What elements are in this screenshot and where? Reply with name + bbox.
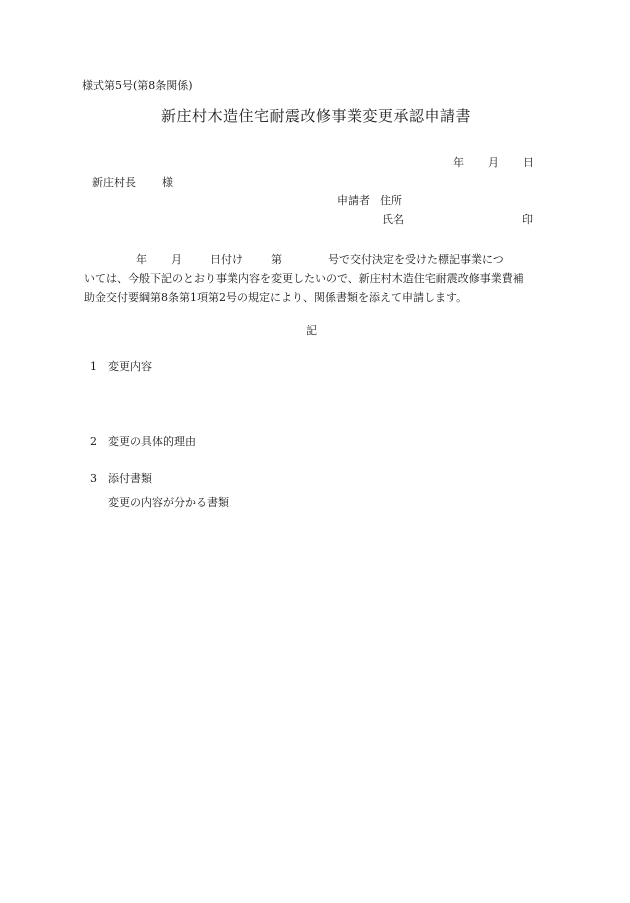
applicant-name-label: 氏名 — [382, 213, 404, 226]
seal-mark: 印 — [522, 213, 533, 226]
body-line-1 — [84, 250, 554, 269]
date-line — [453, 157, 534, 168]
item-label: 変更内容 — [108, 360, 152, 373]
item-attachments — [90, 473, 152, 484]
body-month: 月 — [171, 253, 182, 266]
item-change-reason — [90, 436, 196, 447]
body-date-suffix: 日付け — [210, 253, 243, 266]
body-line1-rest: 号で交付決定を受けた標記事業につ — [328, 253, 504, 266]
item-number: 1 — [90, 360, 97, 373]
form-number: 様式第5号(第8条関係) — [82, 79, 193, 92]
document-title — [0, 109, 630, 124]
body-line-3: 助金交付要綱第8条第1項第2号の規定により、関係書類を添えて申請します。 — [84, 291, 468, 304]
body-dai: 第 — [271, 253, 282, 266]
date-month: 月 — [488, 156, 499, 169]
date-day: 日 — [523, 156, 534, 169]
item-number: 3 — [90, 472, 97, 485]
applicant-label: 申請者 — [337, 194, 370, 207]
item-label: 変更の具体的理由 — [108, 435, 196, 448]
item-number: 2 — [90, 435, 97, 448]
item-label: 添付書類 — [108, 472, 152, 485]
recipient-line — [92, 177, 173, 188]
date-year: 年 — [453, 156, 464, 169]
applicant-address-line — [337, 195, 402, 206]
item-change-content — [90, 361, 152, 372]
body-paragraph — [84, 250, 554, 307]
ki-heading: 記 — [306, 324, 317, 337]
attachment-description: 変更の内容が分かる書類 — [108, 496, 229, 509]
recipient-name: 新庄村長 — [92, 176, 136, 189]
recipient-honorific: 様 — [162, 176, 173, 189]
document-title-text: 新庄村木造住宅耐震改修事業変更承認申請書 — [160, 107, 471, 125]
address-label: 住所 — [380, 194, 402, 207]
body-year: 年 — [136, 253, 147, 266]
body-line-2: いては、今般下記のとおり事業内容を変更したいので、新庄村木造住宅耐震改修事業費補 — [84, 272, 524, 285]
